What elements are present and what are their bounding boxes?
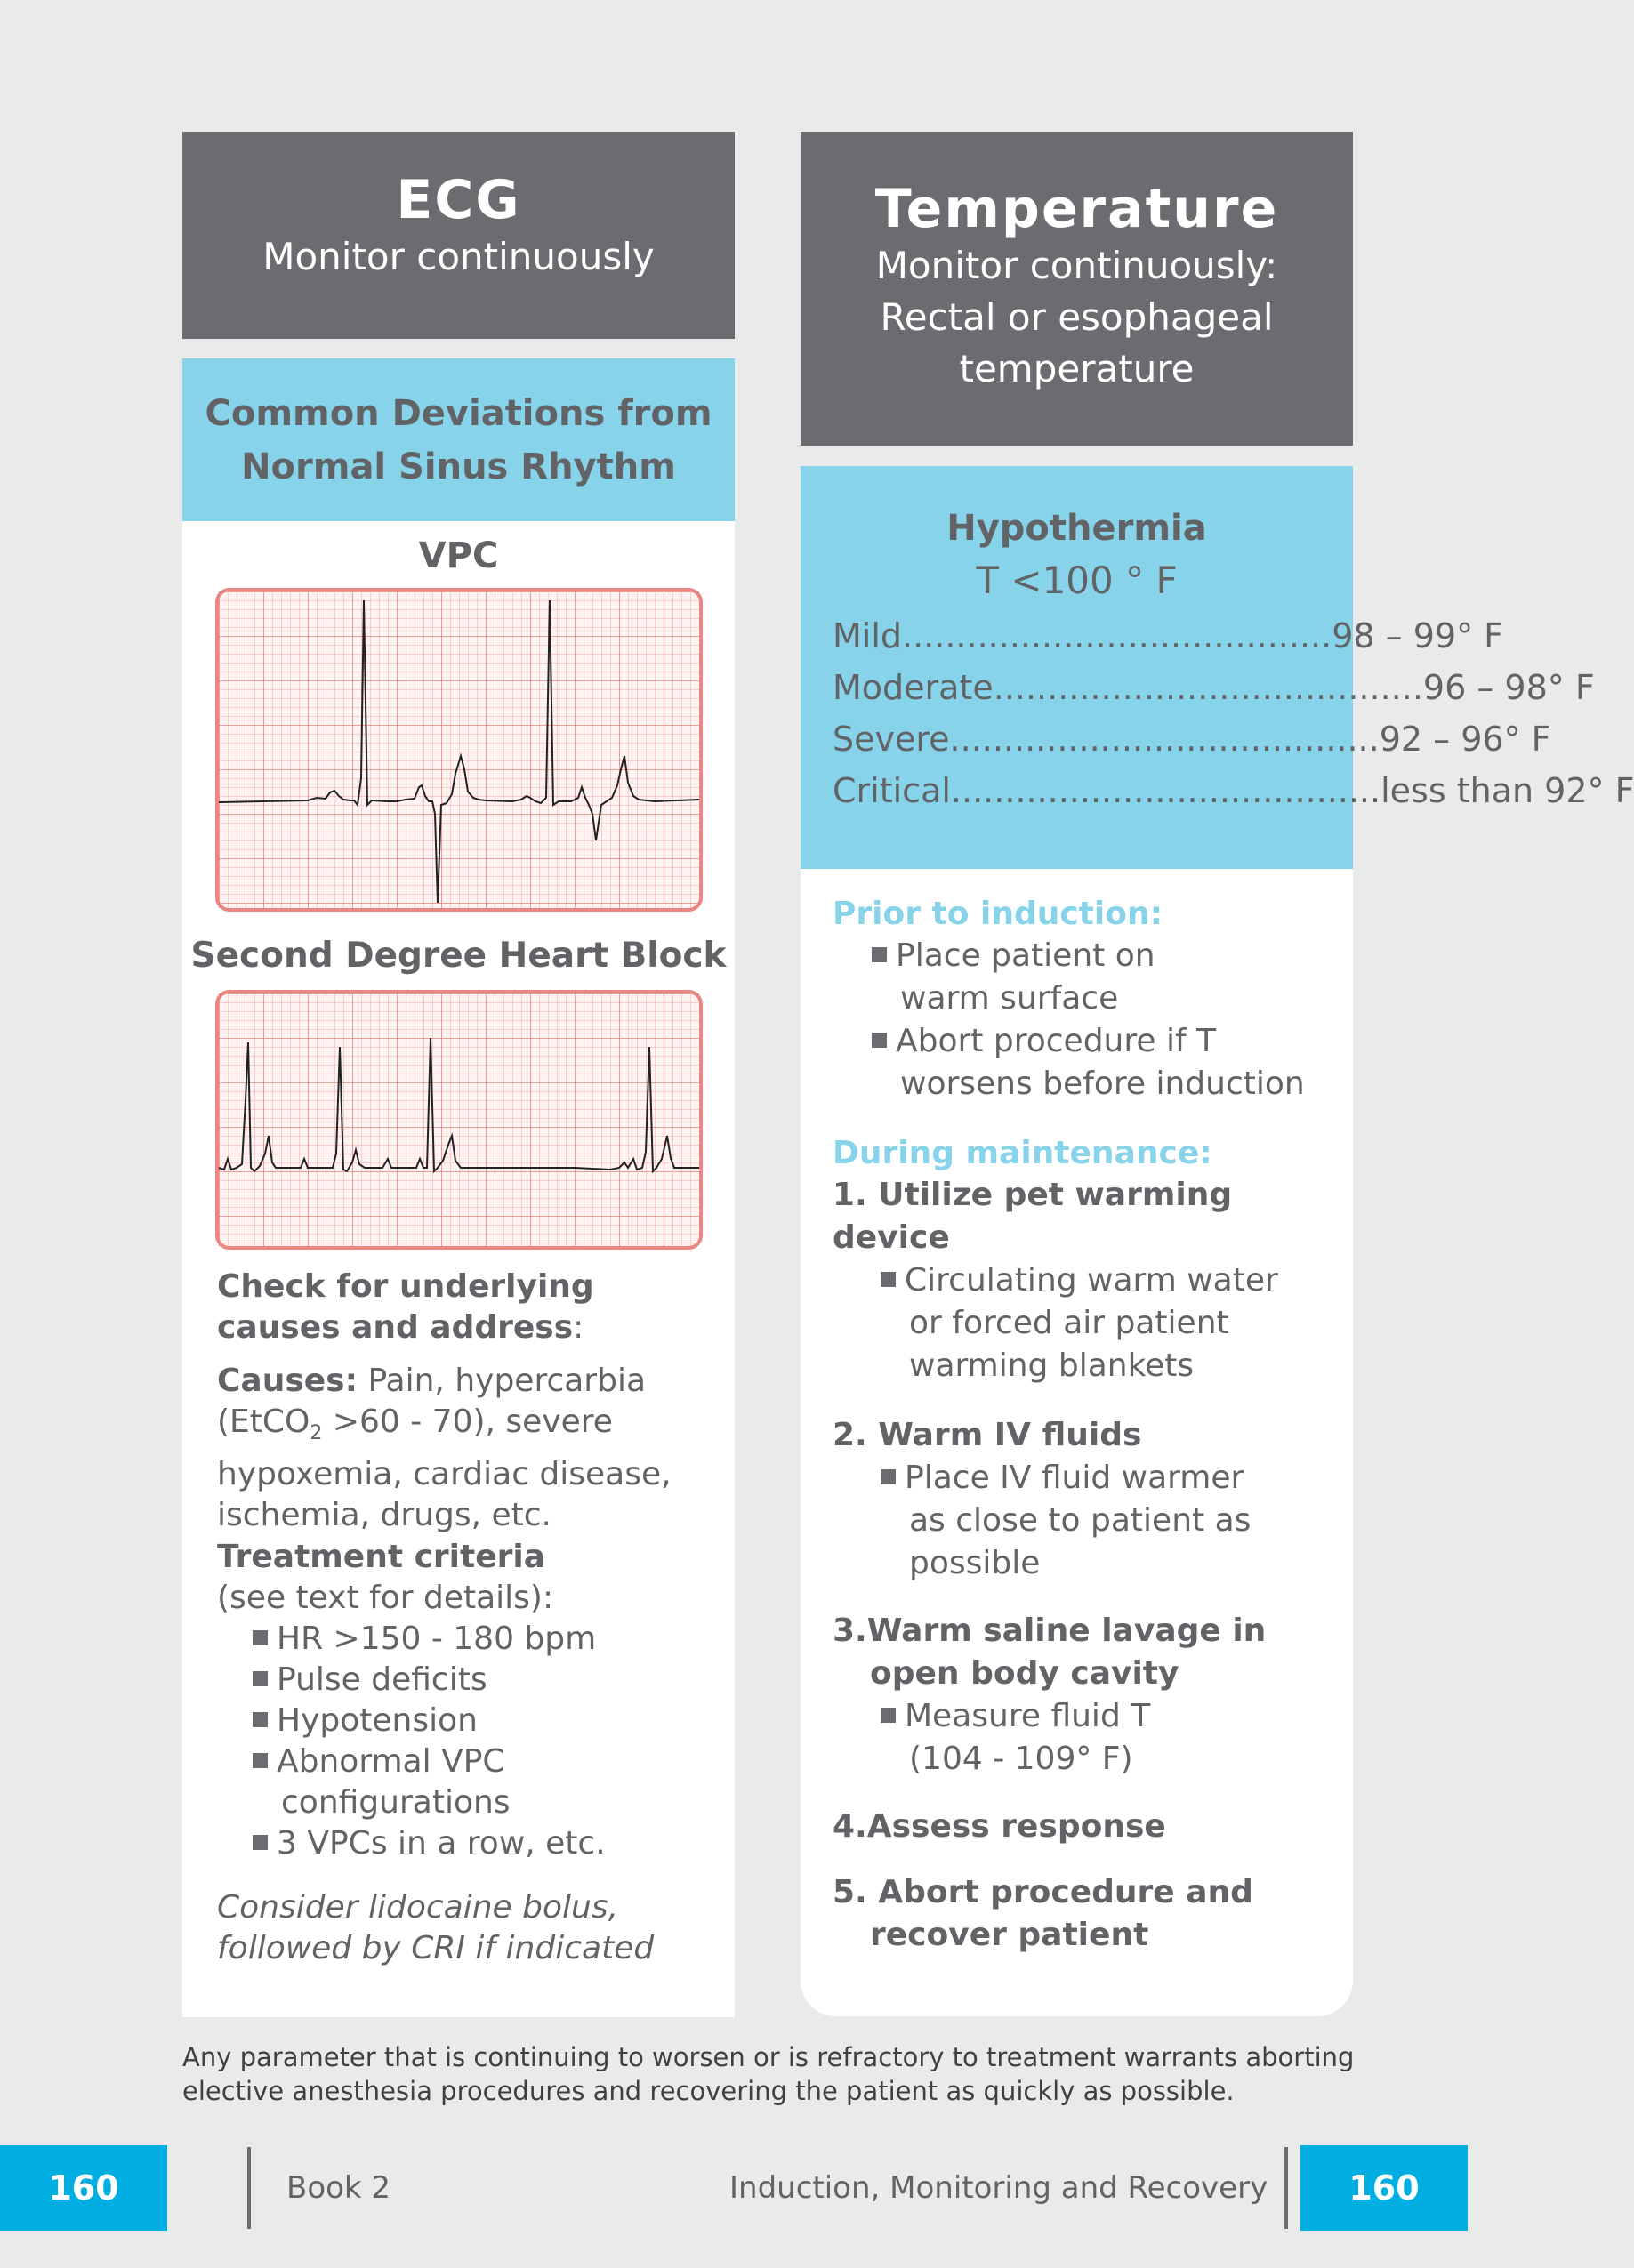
- step2-title: 2. Warm IV fluids: [833, 1417, 1142, 1453]
- vpc-title: VPC: [418, 535, 499, 576]
- criteria-item: HR >150 - 180 bpm: [253, 1619, 724, 1660]
- range-row: Mild ........................................ 98 – 99° F: [833, 616, 1504, 655]
- causes-block: [217, 1361, 724, 1536]
- heart-block-title: Second Degree Heart Block: [190, 936, 727, 976]
- causes-sub: 2: [310, 1422, 323, 1445]
- step4-block: [833, 1806, 1340, 1848]
- step5-block: [833, 1871, 1340, 1957]
- footer-book: Book 2: [286, 2170, 391, 2206]
- causes-text2a: (EtCO: [217, 1403, 310, 1440]
- bullet-square-icon: [253, 1671, 268, 1686]
- step1-bullet-cont: warming blankets: [909, 1347, 1195, 1384]
- footer-divider-right: [1284, 2147, 1288, 2229]
- lidocaine-line2: followed by CRI if indicated: [217, 1930, 655, 1966]
- causes-text3: hypoxemia, cardiac disease,: [217, 1456, 672, 1493]
- bullet-square-icon: [881, 1708, 896, 1723]
- deviations-header: [182, 358, 735, 521]
- range-row: Moderate ........................................ 96 – 98° F: [833, 668, 1595, 707]
- treatment-block: [217, 1537, 724, 1864]
- step3-bullet: Measure fluid T: [881, 1695, 1340, 1738]
- lidocaine-line1: Consider lidocaine bolus,: [217, 1889, 619, 1926]
- temperature-subtitle-line3: temperature: [959, 347, 1195, 390]
- bullet-square-icon: [253, 1753, 268, 1768]
- step1-line1: 1. Utilize pet warming: [833, 1177, 1233, 1213]
- prior-item-cont: warm surface: [900, 980, 1119, 1017]
- deviations-title-line1: Common Deviations from: [205, 393, 712, 434]
- temperature-subtitle-line2: Rectal or esophageal: [880, 295, 1274, 339]
- step5-line2: recover patient: [870, 1917, 1149, 1953]
- hypothermia-definition: T <100 ° F: [976, 559, 1178, 602]
- during-maintenance-block: [833, 1133, 1340, 1387]
- prior-item: Abort procedure if T: [872, 1020, 1340, 1063]
- prior-induction-block: [833, 894, 1340, 1106]
- criteria-item-continued: configurations: [281, 1784, 511, 1821]
- lidocaine-note: [217, 1887, 724, 1969]
- step3-line1: 3.Warm saline lavage in: [833, 1613, 1267, 1649]
- ecg-subtitle: Monitor continuously: [262, 235, 655, 278]
- vpc-ecg-strip: [215, 588, 703, 912]
- step3-block: [833, 1610, 1340, 1781]
- prior-item-cont: worsens before induction: [900, 1066, 1305, 1102]
- criteria-item: Abnormal VPC: [253, 1741, 724, 1782]
- bullet-square-icon: [881, 1469, 896, 1484]
- hypothermia-box: [801, 466, 1634, 869]
- check-underlying: [217, 1267, 724, 1348]
- step1-line2: device: [833, 1219, 950, 1256]
- temperature-title: Temperature: [874, 178, 1279, 240]
- causes-text1: Pain, hypercarbia: [358, 1363, 647, 1399]
- check-line2: causes and address: [217, 1309, 574, 1346]
- step4-title: 4.Assess response: [833, 1808, 1166, 1845]
- range-row: Severe ........................................ 92 – 96° F: [833, 720, 1551, 759]
- bullet-square-icon: [872, 1033, 887, 1048]
- footer-section: Induction, Monitoring and Recovery: [729, 2170, 1268, 2206]
- criteria-item: Hypotension: [253, 1701, 724, 1741]
- step3-line2: open body cavity: [870, 1655, 1179, 1692]
- causes-label: Causes:: [217, 1363, 358, 1399]
- vpc-waveform: [219, 591, 699, 908]
- step2-bullet: Place IV fluid warmer: [881, 1457, 1340, 1500]
- step5-line1: 5. Abort procedure and: [833, 1874, 1253, 1910]
- step2-bullet-cont: as close to patient as: [909, 1502, 1252, 1539]
- page-number-right: 160: [1300, 2145, 1468, 2231]
- footnote: [182, 2040, 1365, 2108]
- footer-divider-left: [247, 2147, 251, 2229]
- heart-block-ecg-strip: [215, 990, 703, 1250]
- step2-bullet-cont: possible: [909, 1545, 1041, 1581]
- prior-item: Place patient on: [872, 935, 1340, 977]
- criteria-item: 3 VPCs in a row, etc.: [253, 1823, 724, 1864]
- bullet-square-icon: [253, 1835, 268, 1850]
- step1-bullet-cont: or forced air patient: [909, 1305, 1229, 1341]
- heart-block-waveform: [219, 993, 699, 1246]
- during-heading: During maintenance:: [833, 1135, 1212, 1171]
- footnote-line2: elective anesthesia procedures and recovering the patient as quickly as possible.: [182, 2076, 1235, 2106]
- prior-heading: Prior to induction:: [833, 896, 1163, 932]
- check-line1: Check for underlying: [217, 1268, 594, 1305]
- bullet-square-icon: [881, 1272, 896, 1287]
- ecg-title: ECG: [396, 169, 521, 231]
- causes-text2b: >60 - 70), severe: [322, 1403, 613, 1440]
- step3-bullet-cont: (104 - 109° F): [909, 1741, 1133, 1777]
- page-number-left: 160: [0, 2145, 167, 2231]
- temperature-subtitle-line1: Monitor continuously:: [875, 244, 1278, 287]
- treatment-note: (see text for details):: [217, 1580, 554, 1616]
- hypothermia-title: Hypothermia: [946, 508, 1207, 549]
- step2-block: [833, 1414, 1340, 1585]
- bullet-square-icon: [872, 947, 887, 962]
- footnote-line1: Any parameter that is continuing to worsen or is refractory to treatment warrants aborting: [182, 2042, 1355, 2072]
- temperature-header: [801, 132, 1353, 446]
- causes-text4: ischemia, drugs, etc.: [217, 1497, 551, 1534]
- step1-bullet: Circulating warm water: [881, 1259, 1340, 1302]
- deviations-title-line2: Normal Sinus Rhythm: [241, 446, 676, 487]
- bullet-square-icon: [253, 1712, 268, 1727]
- bullet-square-icon: [253, 1630, 268, 1645]
- check-colon: :: [573, 1309, 584, 1346]
- treatment-label: Treatment criteria: [217, 1539, 546, 1575]
- ecg-header: [182, 132, 735, 339]
- range-row: Critical ........................................ less than 92° F: [833, 771, 1634, 810]
- criteria-item: Pulse deficits: [253, 1660, 724, 1701]
